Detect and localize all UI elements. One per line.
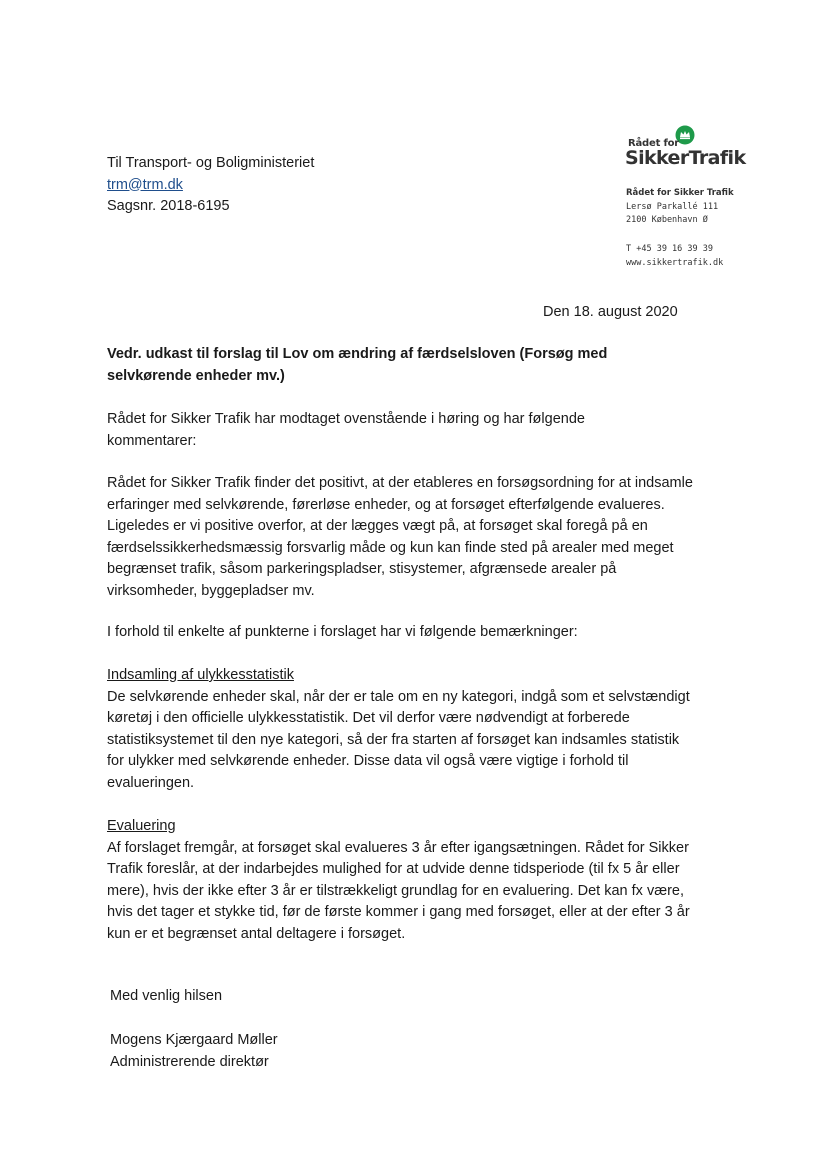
- phone-number: T +45 39 16 39 39: [626, 244, 713, 254]
- address-block: [626, 187, 734, 228]
- logo-small-text: Rådet for: [628, 138, 680, 149]
- address-name: Rådet for Sikker Trafik: [626, 188, 734, 198]
- intro-paragraph: Rådet for Sikker Trafik har modtaget ovenstående i høring og har følgende kommentarer:: [107, 411, 585, 449]
- logo-main-text: SikkerTrafik: [625, 147, 746, 169]
- case-number: Sagsnr. 2018-6195: [107, 198, 230, 214]
- recipient-block: [107, 153, 314, 218]
- signer-name: Mogens Kjærgaard Møller: [110, 1032, 278, 1048]
- section-body: Af forslaget fremgår, at forsøget skal evalueres 3 år efter igangsætningen. Rådet for Sikker Trafik foreslår, at der indarbejdes mulighed for at udvide denne tidsperiode (til fx 5 år eller mere), hvis der ikke efter 3 år er tilstrækkeligt grundlag for en evaluering. Det kan fx være, hvis det tager et stykke tid, før de første kommer i gang med forsøget, eller at der efter 3 år kun er et begrænset antal deltagere i forsøget.: [107, 839, 690, 942]
- address-street: Lersø Parkallé 111: [626, 201, 719, 212]
- closing-greeting: Med venlig hilsen: [110, 988, 223, 1004]
- website-url: www.sikkertrafik.dk: [626, 257, 724, 268]
- address-city: 2100 København Ø: [626, 215, 708, 225]
- signer-title: Administrerende direktør: [110, 1054, 269, 1070]
- section-heading: Evaluering: [107, 818, 176, 834]
- body-paragraph-2: I forhold til enkelte af punkterne i forslaget har vi følgende bemærkninger:: [107, 624, 578, 640]
- letter-date: Den 18. august 2020: [543, 304, 678, 320]
- contact-block: [626, 243, 723, 270]
- recipient-name: Til Transport- og Boligministeriet: [107, 155, 315, 171]
- section-body: De selvkørende enheder skal, når der er tale om en ny kategori, indgå som et selvstændigt køretøj i den officielle ulykkesstatistik. Det vil derfor være nødvendigt at forberede statistiksystemet til den nye kategori, så der fra starten af forsøget kan indsamles statistik for ulykker med selvkørende enheder. Disse data vil også være vigtige i forhold til evalueringen.: [107, 688, 690, 791]
- section-heading: Indsamling af ulykkesstatistik: [107, 667, 294, 683]
- section-accident-statistics: [107, 665, 697, 794]
- body-paragraph-1: Rådet for Sikker Trafik finder det positivt, at der etableres en forsøgsordning for at indsamle erfaringer med selvkørende, førerløse enheder, og at forsøget efterfølgende evalueres. Ligeledes er vi positive overfor, at der lægges vægt på, at forsøget skal foregå på en færdselssikkerhedsmæssig forsvarlig måde og kun kan finde sted på arealer med meget begrænset trafik, såsom parkeringspladser, stisystemer, afgrænsede arealer på virksomheder, byggepladser mv.: [107, 475, 693, 599]
- letter-subject: Vedr. udkast til forslag til Lov om ændring af færdselsloven (Forsøg med selvkørende enheder mv.): [107, 346, 608, 384]
- recipient-email-link[interactable]: trm@trm.dk: [107, 176, 183, 193]
- section-evaluation: [107, 816, 697, 945]
